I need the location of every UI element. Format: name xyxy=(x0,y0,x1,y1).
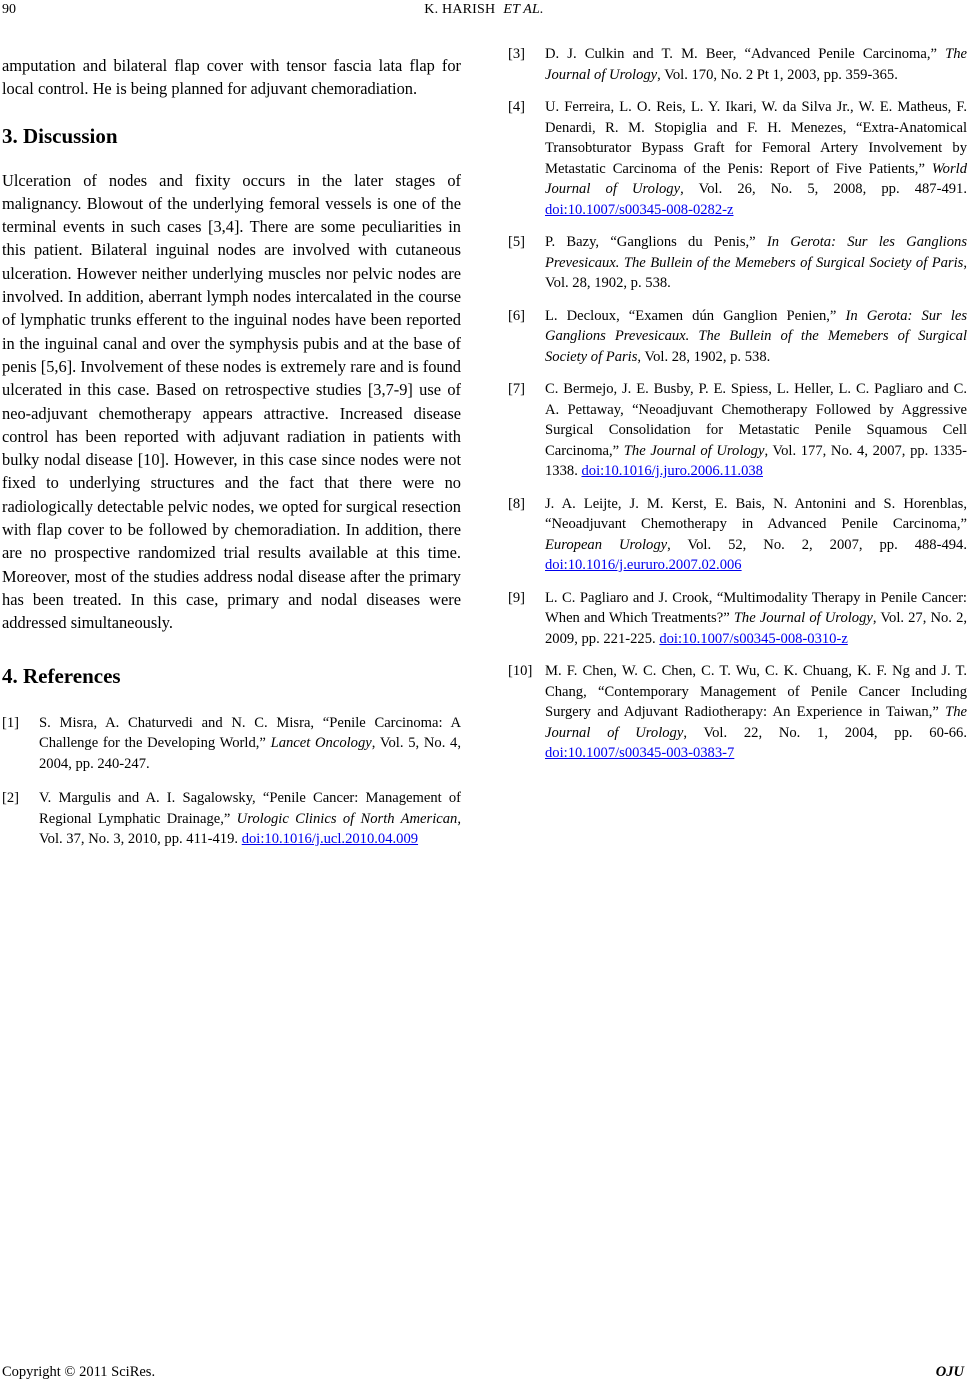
reference-journal: The Journal of Urology xyxy=(733,610,873,626)
reference-item xyxy=(508,97,967,220)
reference-details: , Vol. 22, No. 1, 2004, pp. 60-66. xyxy=(683,724,967,741)
running-head-et-al: ET AL. xyxy=(503,2,544,17)
intro-paragraph: amputation and bilateral flap cover with tensor fascia lata flap for local control. He is being planned for adjuvant chemoradiation. xyxy=(2,56,461,99)
reference-item xyxy=(508,588,967,650)
reference-number: [10] xyxy=(508,663,533,679)
doi-link[interactable]: doi:10.1007/s00345-008-0282-z xyxy=(545,201,734,218)
reference-text xyxy=(545,494,967,576)
reference-journal: Urologic Clinics of North American xyxy=(236,810,458,827)
reference-details: , Vol. 27, No. 2, 2009, pp. 221-225. xyxy=(545,610,968,647)
reference-number: [2] xyxy=(2,790,20,807)
reference-journal: The Journal of Urology xyxy=(545,704,967,741)
reference-authors-title: L. Decloux, “Examen dún Ganglion Penien,” xyxy=(545,307,846,324)
discussion-paragraph: Ulceration of nodes and fixity occurs in the later stages of malignancy. Blowout of the underlying femoral vessels is one of the terminal events in such cases [3,4]. There are some peculiarities in this patient. Bilateral inguinal nodes are involved with cutaneous ulceration. However neither underlying muscles nor pelvic nodes are involved. In addition, aberrant lymph nodes intercalated in the course of lymphatic trunks efferent to the inguinal nodes have been reported in the inguinal canal and over the symphysis pubis and at the base of penis [5,6]. Involvement of these nodes is extremely rare and is found ulcerated in this case. Based on retrospective studies [3,7-9] use of neo-adjuvant chemotherapy appears attractive. Increased disease control has been reported with adjuvant radiation in patients with bulky nodal disease [10]. However, in this case since nodes were not fixed to underlying structures and the fact that there were no radiologically detectable pelvic nodes, we opted for surgical resection with flap cover to be followed by chemoradiation. In addition, there are no prospective randomized trial results available at this time. Moreover, most of the studies address nodal disease after the primary has been treated. In this case, primary and nodal diseases were addressed simultaneously. xyxy=(2,170,461,633)
running-head-authors: K. HARISH xyxy=(424,2,496,17)
right-column xyxy=(508,44,967,764)
discussion-heading: 3. Discussion xyxy=(2,123,118,148)
reference-item xyxy=(2,788,461,850)
reference-number: [3] xyxy=(508,46,526,62)
reference-item xyxy=(508,379,967,482)
reference-item xyxy=(508,232,967,294)
reference-authors-title: P. Bazy, “Ganglions du Penis,” xyxy=(545,234,767,250)
reference-details: , Vol. 28, 1902, p. 538. xyxy=(637,348,771,365)
reference-details: , Vol. 37, No. 3, 2010, pp. 411-419. xyxy=(39,810,461,848)
reference-text xyxy=(39,788,461,850)
reference-number: [7] xyxy=(508,381,526,397)
reference-details: , Vol. 52, No. 2, 2007, pp. 488-494. xyxy=(667,536,967,553)
reference-item xyxy=(508,494,967,576)
footer-journal: OJU xyxy=(935,1364,964,1380)
reference-text xyxy=(545,661,967,764)
reference-authors-title: C. Bermejo, J. E. Busby, P. E. Spiess, L. Heller, L. C. Pagliaro and C. A. Pettaway, “Neoadjuvant Chemotherapy Followed by Aggressive Surgical Consolidation for Metastatic Penile Squamous Cell Carcinoma,” xyxy=(545,381,967,459)
reference-journal: World Journal of Urology xyxy=(545,160,967,197)
reference-journal: European Urology xyxy=(545,536,668,553)
reference-item xyxy=(2,713,461,775)
reference-text xyxy=(39,713,461,775)
reference-details: , Vol. 5, No. 4, 2004, pp. 240-247. xyxy=(39,735,461,772)
reference-item xyxy=(508,44,967,85)
reference-authors-title: S. Misra, A. Chaturvedi and N. C. Misra, “Penile Carcinoma: A Challenge for the Developing World,” xyxy=(39,714,461,752)
reference-authors-title: U. Ferreira, L. O. Reis, L. Y. Ikari, W. da Silva Jr., W. E. Matheus, F. Denardi, R. M. Stopiglia and F. H. Menezes, “Extra-Anatomical Transobturator Bypass Graft for Femoral Artery Involvement by Metastatic Carcinoma of the Penis: Report of Five Patients,” xyxy=(545,99,967,177)
doi-link[interactable]: doi:10.1016/j.eururo.2007.02.006 xyxy=(545,557,742,573)
reference-authors-title: V. Margulis and A. I. Sagalowsky, “Penile Cancer: Management of Regional Lymphatic Drainage,” xyxy=(39,790,461,827)
reference-text xyxy=(545,588,967,650)
reference-text xyxy=(545,44,967,85)
reference-journal: Lancet Oncology xyxy=(270,735,372,752)
reference-authors-title: J. A. Leijte, J. M. Kerst, E. Bais, N. Antonini and S. Horenblas, “Neoadjuvant Chemotherapy in Advanced Penile Carcinoma,” xyxy=(545,495,967,532)
page-number: 90 xyxy=(2,2,16,17)
left-column xyxy=(2,54,461,850)
reference-journal: The Journal of Urology xyxy=(623,442,765,459)
footer-copyright: Copyright © 2011 SciRes. xyxy=(2,1364,156,1380)
reference-authors-title: L. C. Pagliaro and J. Crook, “Multimodality Therapy in Penile Cancer: When and Which Treatments?” xyxy=(545,589,967,626)
reference-number: [1] xyxy=(2,714,20,731)
doi-link[interactable]: doi:10.1007/s00345-003-0383-7 xyxy=(545,745,735,761)
running-head xyxy=(0,2,968,18)
doi-link[interactable]: doi:10.1007/s00345-008-0310-z xyxy=(659,630,848,647)
reference-text xyxy=(545,232,967,294)
reference-item xyxy=(508,306,967,368)
reference-details: , Vol. 28, 1902, p. 538. xyxy=(545,254,967,291)
doi-link[interactable]: doi:10.1016/j.juro.2006.11.038 xyxy=(581,463,763,479)
reference-authors-title: D. J. Culkin and T. M. Beer, “Advanced Penile Carcinoma,” xyxy=(545,46,946,62)
reference-journal: The Journal of Urology xyxy=(545,46,967,83)
reference-number: [4] xyxy=(508,99,526,115)
reference-journal: In Gerota: Sur les Ganglions Prevesicaux. The Bullein of the Memebers of Surgical Society of Paris xyxy=(545,234,967,271)
reference-details: , Vol. 26, No. 5, 2008, pp. 487-491. xyxy=(680,181,967,197)
reference-authors-title: M. F. Chen, W. C. Chen, C. T. Wu, C. K. Chuang, K. F. Ng and J. T. Chang, “Contemporary Management of Penile Cancer Including Surgery and Adjuvant Radiotherapy: An Experience in Taiwan,” xyxy=(545,663,967,720)
reference-list-right xyxy=(508,44,967,764)
reference-details: , Vol. 177, No. 4, 2007, pp. 1335-1338. xyxy=(545,442,967,479)
reference-journal: In Gerota: Sur les Ganglions Prevesicaux. The Bullein of the Memebers of Surgical Society of Paris xyxy=(545,307,968,365)
reference-list-left xyxy=(2,713,461,850)
doi-link[interactable]: doi:10.1016/j.ucl.2010.04.009 xyxy=(241,831,419,848)
reference-text xyxy=(545,379,967,482)
references-heading: 4. References xyxy=(2,663,121,688)
reference-item xyxy=(508,661,967,764)
reference-number: [6] xyxy=(508,307,526,324)
reference-text xyxy=(545,306,967,368)
reference-details: , Vol. 170, No. 2 Pt 1, 2003, pp. 359-365. xyxy=(657,66,898,83)
reference-number: [5] xyxy=(508,234,526,250)
reference-number: [9] xyxy=(508,589,526,606)
reference-number: [8] xyxy=(508,495,526,512)
reference-text xyxy=(545,97,967,220)
